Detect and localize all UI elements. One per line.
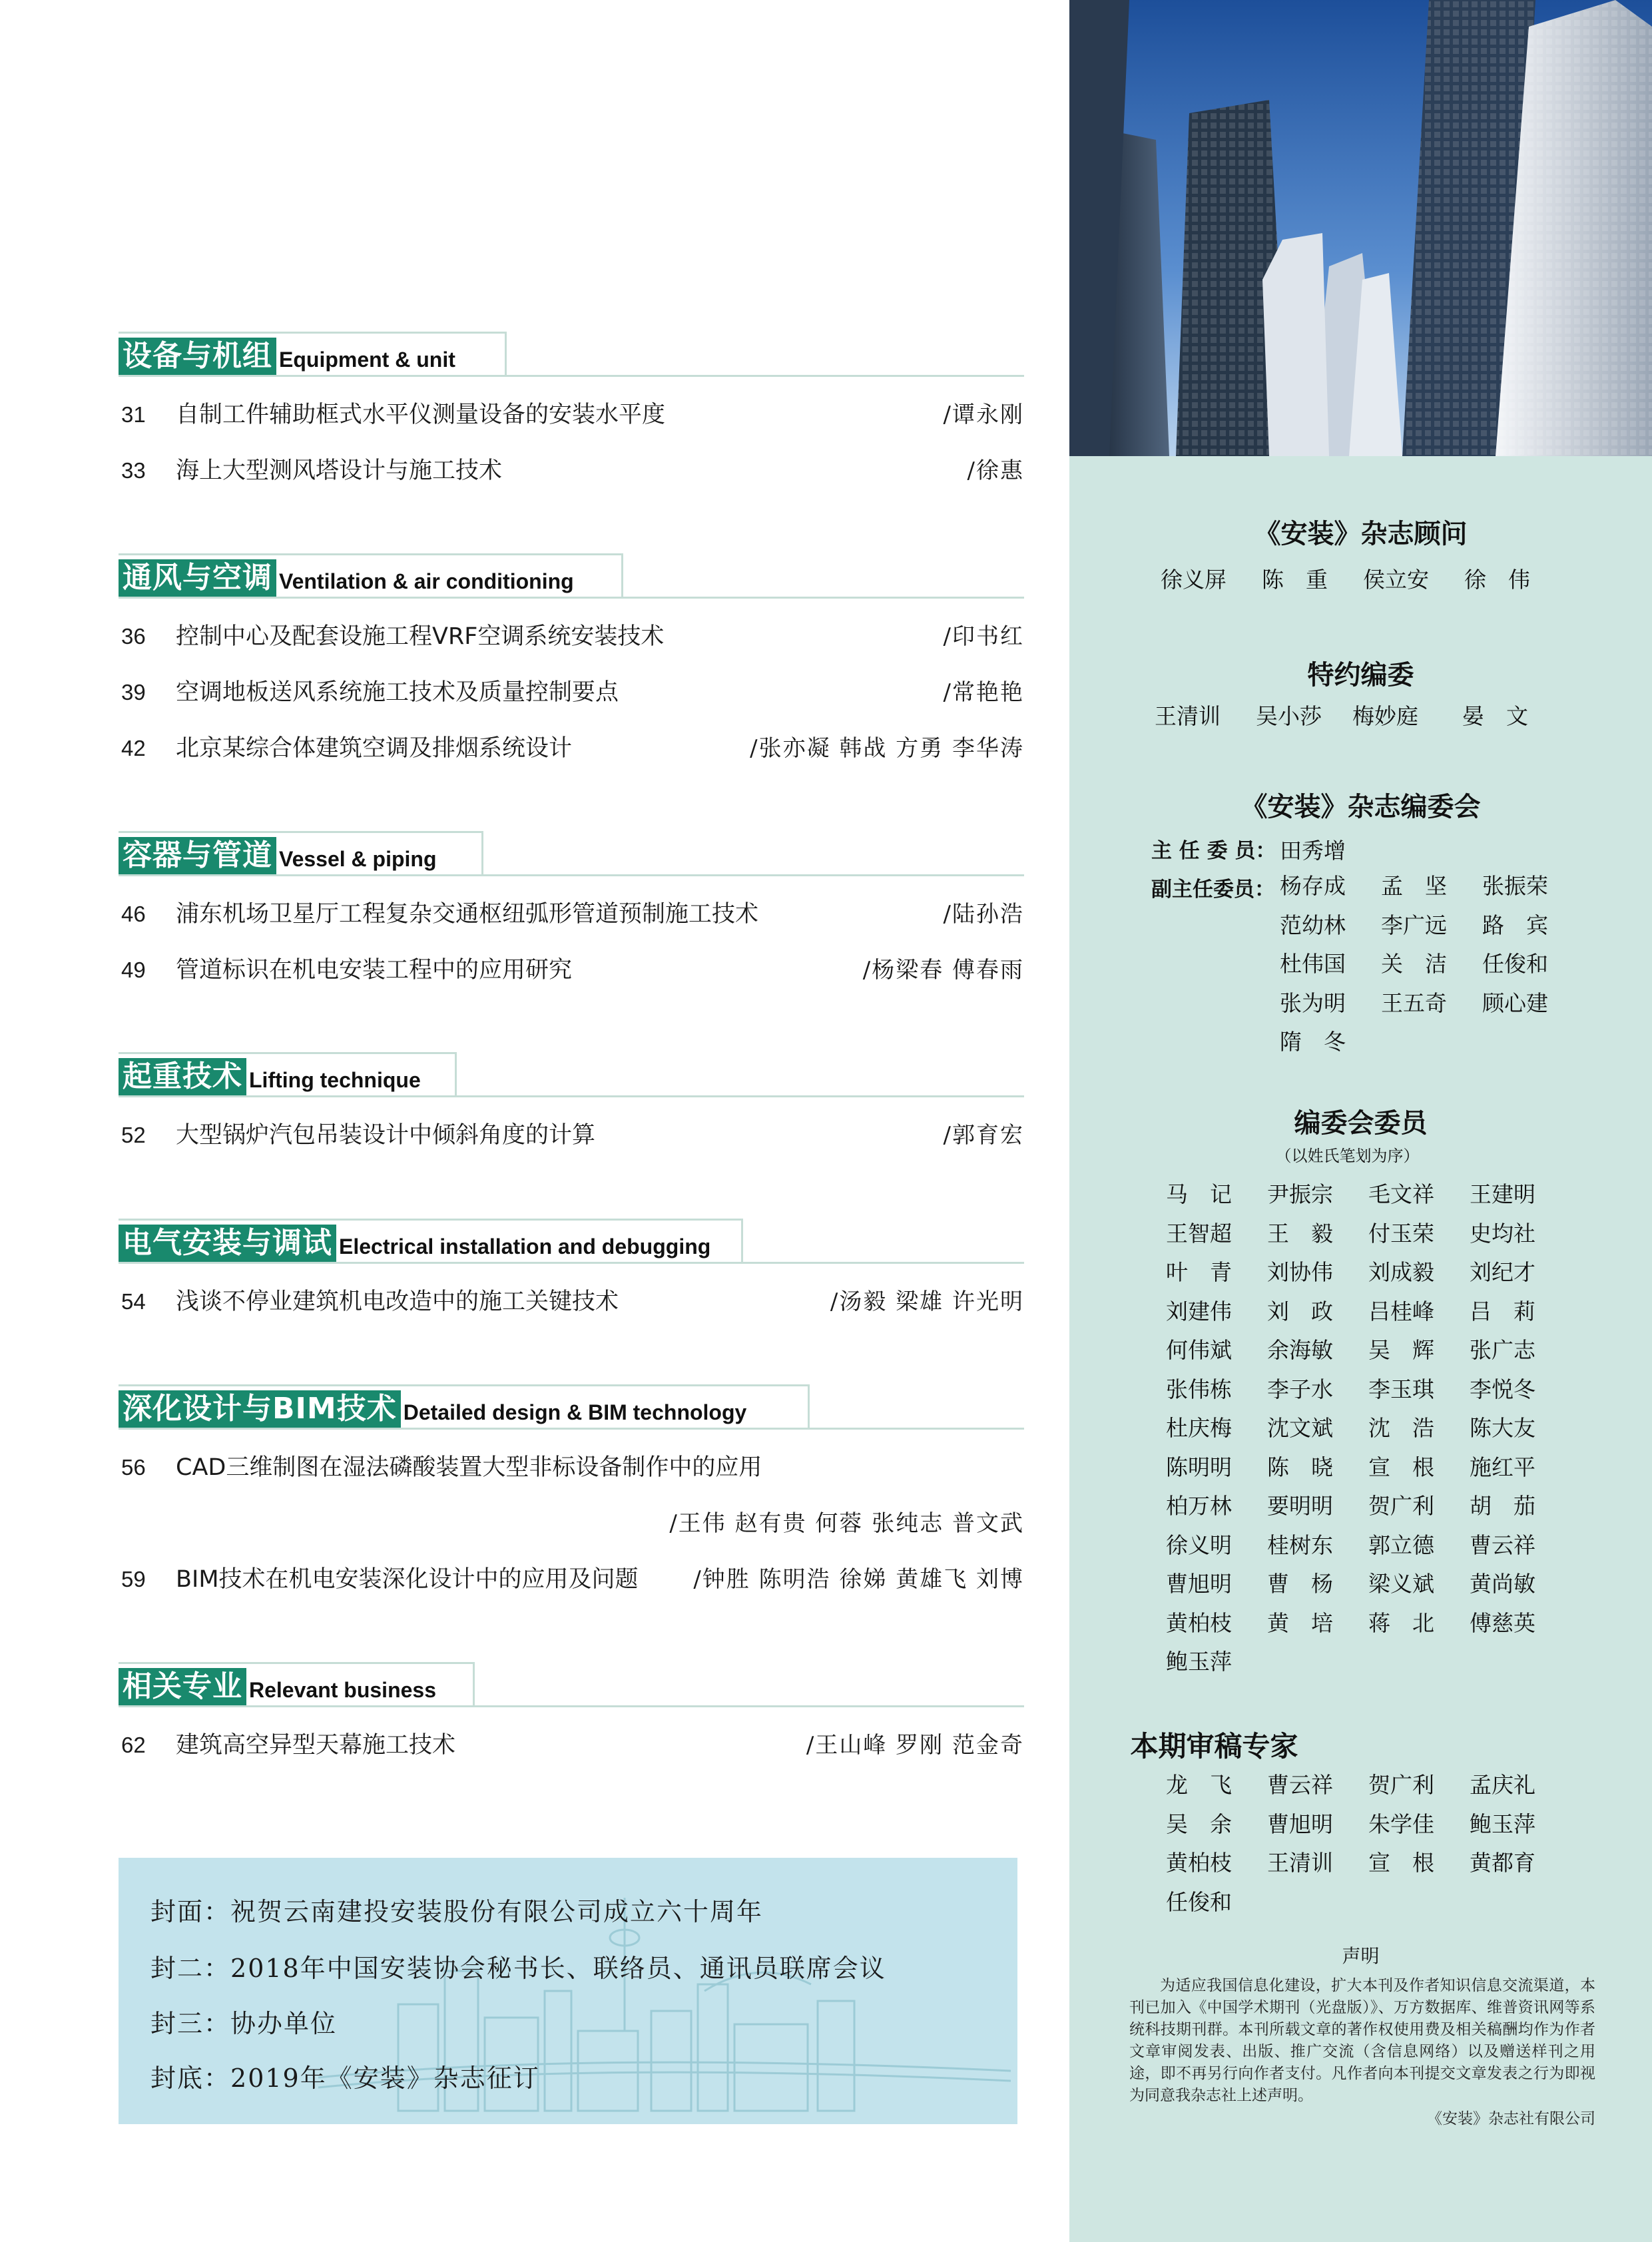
statement-signature: 《安装》杂志社有限公司 [1427,2110,1595,2127]
board-member-name: 徐义明 [1166,1532,1232,1558]
entry-page: 46 [121,902,146,926]
section-rule [119,1095,1024,1097]
entry-list [119,1107,1024,1163]
toc-entry[interactable] [119,1551,1024,1607]
name-row [1280,945,1583,984]
section-rule [119,874,1024,876]
board-member-name: 曹旭明 [1166,1571,1232,1597]
section-header [119,1384,1024,1430]
section-title-en: Detailed design & BIM technology [403,1400,747,1424]
reviewer-name: 孟庆礼 [1470,1772,1535,1798]
entry-author: /王伟 赵有贵 何蓉 张纯志 普文武 [669,1510,1024,1537]
board-member-name: 黄尚敏 [1470,1571,1535,1597]
board-member-name: 刘 政 [1267,1298,1333,1324]
toc-entry[interactable] [119,609,1024,665]
name-row [1280,906,1583,946]
board-member-name: 陈明明 [1166,1454,1232,1480]
cover-line-text: 2019年《安装》杂志征订 [230,2064,540,2093]
section-title-en: Vessel & piping [279,847,437,871]
toc-entry[interactable] [119,1440,1024,1496]
section-title-en: Relevant business [249,1678,436,1702]
vice-director-name: 杨存成 [1280,873,1346,899]
name-row [1166,1292,1571,1332]
entry-title: 管道标识在机电安装工程中的应用研究 [176,957,573,983]
entry-page: 54 [121,1289,146,1314]
special-editor-name: 王清训 [1155,703,1221,729]
name-row [1166,1175,1571,1215]
section-title-cn: 电气安装与调试 [119,1225,336,1263]
entry-title: 浅谈不停业建筑机电改造中的施工关键技术 [176,1288,619,1315]
name-row [1166,1253,1571,1292]
section-header-box [119,1384,810,1429]
name-row [1280,867,1583,906]
board-member-name: 柏万林 [1166,1493,1232,1519]
vice-director-name: 隋 冬 [1280,1029,1346,1055]
name-row [1166,1331,1571,1370]
board-member-name: 胡 茄 [1470,1493,1535,1519]
editorial-board-title: 《安装》杂志编委会 [1240,792,1481,822]
cover-line-text: 2018年中国安装协会秘书长、联络员、通讯员联席会议 [230,1954,886,1983]
board-member-name: 刘协伟 [1267,1259,1333,1285]
name-row [1166,1215,1571,1254]
advisor-name: 陈 重 [1262,567,1328,593]
toc-entry[interactable] [119,1496,1024,1551]
entry-page: 36 [121,624,146,649]
entry-author: /郭育宏 [943,1122,1024,1149]
entry-author: /钟胜 陈明浩 徐娣 黄雄飞 刘博 [693,1566,1024,1593]
section-rule [119,1262,1024,1264]
board-member-name: 蒋 北 [1368,1609,1434,1636]
board-member-name: 贺广利 [1368,1493,1434,1519]
section-header [119,1052,1024,1097]
name-row [1166,1565,1571,1604]
reviewer-name: 任俊和 [1166,1888,1232,1915]
vice-director-name: 范幼林 [1280,912,1346,938]
cover-line [150,2003,337,2040]
cover-line-text: 祝贺云南建投安装股份有限公司成立六十周年 [230,1897,764,1926]
reviewer-name: 龙 飞 [1166,1772,1232,1798]
name-row [1166,1805,1571,1844]
reviewer-name: 朱学佳 [1368,1811,1434,1837]
reviewers-grid [1166,1766,1571,1922]
board-member-name: 鲍玉萍 [1166,1649,1232,1675]
entry-author: /汤毅 梁雄 许光明 [830,1288,1024,1315]
entry-author: /张亦凝 韩战 方勇 李华涛 [750,735,1024,762]
section-header-box [119,831,483,876]
toc-entry[interactable] [119,1274,1024,1330]
board-member-name: 曹云祥 [1470,1532,1535,1558]
section-title-en: Equipment & unit [279,348,455,372]
toc-section [119,1219,1024,1330]
entry-author: /陆孙浩 [943,901,1024,928]
board-member-name: 郭立德 [1368,1532,1434,1558]
board-member-name: 李玉琪 [1368,1376,1434,1402]
board-member-name: 沈 浩 [1368,1415,1434,1441]
section-header-box [119,553,623,598]
entry-page: 49 [121,958,146,982]
editorial-sidebar [1069,0,1652,2242]
board-member-name: 陈大友 [1470,1415,1535,1441]
advisor-name: 徐义屏 [1161,567,1227,593]
vice-director-label: 副主任委员： [1151,878,1275,902]
entry-author: /常艳艳 [943,679,1024,706]
entry-title: 浦东机场卫星厅工程复杂交通枢纽弧形管道预制施工技术 [176,901,759,928]
reviewer-name: 曹云祥 [1267,1772,1333,1798]
vice-director-grid [1280,867,1583,1062]
board-member-name: 杜庆梅 [1166,1415,1232,1441]
board-member-name: 张广志 [1470,1337,1535,1363]
board-member-name: 黄 培 [1267,1609,1333,1636]
advisors-list [1161,563,1530,594]
vice-director-name: 任俊和 [1482,951,1548,977]
section-header [119,1219,1024,1264]
vice-director-name: 王五奇 [1381,989,1447,1016]
board-member-name: 张伟栋 [1166,1376,1232,1402]
cover-line-label: 封二： [150,1954,231,1983]
section-header [119,831,1024,876]
section-header [119,553,1024,599]
toc-section [119,1052,1024,1163]
entry-page: 31 [121,402,146,427]
reviewer-name: 吴 余 [1166,1811,1232,1837]
advisors-title: 《安装》杂志顾问 [1254,519,1468,549]
section-title-en: Electrical installation and debugging [339,1235,711,1259]
entry-author: /王山峰 罗刚 范金奇 [806,1732,1024,1759]
section-header-box [119,332,507,376]
cover-line-text: 协办单位 [230,2009,338,2038]
entry-title: 控制中心及配套设施工程VRF空调系统安装技术 [176,623,665,650]
entry-title: 北京某综合体建筑空调及排烟系统设计 [176,735,573,762]
entry-author: /杨梁春 傅春雨 [862,957,1024,983]
reviewer-name: 曹旭明 [1267,1811,1333,1837]
board-member-name: 刘纪才 [1470,1259,1535,1285]
entry-page: 39 [121,680,146,704]
cover-line-label: 封底： [150,2064,231,2093]
board-member-name: 毛文祥 [1368,1181,1434,1207]
entry-author: /徐惠 [967,457,1024,484]
vice-director-name: 关 洁 [1381,951,1447,977]
toc-entry[interactable] [119,942,1024,998]
board-member-name: 付玉荣 [1368,1220,1434,1247]
special-editor-name: 梅妙庭 [1352,703,1418,729]
cover-line [150,2058,540,2094]
section-title-cn: 起重技术 [119,1058,246,1097]
reviewers-title: 本期审稿专家 [1130,1730,1298,1763]
section-title-cn: 深化设计与BIM技术 [119,1390,401,1429]
section-title-cn: 容器与管道 [119,837,276,876]
name-row [1166,1409,1571,1448]
toc-entry[interactable] [119,720,1024,776]
section-rule [119,597,1024,599]
section-header [119,1662,1024,1707]
entry-list [119,1440,1024,1607]
entry-page: 52 [121,1123,146,1147]
vice-director-name: 顾心建 [1482,989,1548,1016]
entry-page: 62 [121,1733,146,1757]
board-member-name: 王建明 [1470,1181,1535,1207]
section-header-box [119,1052,457,1097]
section-rule [119,375,1024,377]
board-member-name: 桂树东 [1267,1532,1333,1558]
vice-director-name: 李广远 [1381,912,1447,938]
cover-line-label: 封三： [150,2009,231,2038]
board-member-name: 陈 晓 [1267,1454,1333,1480]
special-editor-name: 吴小莎 [1256,703,1322,729]
advisor-name: 徐 伟 [1464,567,1530,593]
reviewer-name: 宣 根 [1368,1850,1434,1876]
name-row [1166,1448,1571,1488]
cover-line-label: 封面： [150,1897,231,1926]
entry-list [119,1717,1024,1773]
board-member-name: 施红平 [1470,1454,1535,1480]
section-title-en: Lifting technique [249,1068,421,1092]
name-row [1166,1643,1571,1682]
director-label: 主 任 委 员： [1151,839,1276,863]
board-member-name: 何伟斌 [1166,1337,1232,1363]
board-members-note: （以姓氏笔划为序） [1275,1147,1420,1165]
vice-director-name: 张为明 [1280,989,1346,1016]
board-member-name: 马 记 [1166,1181,1232,1207]
cover-line [150,1891,763,1928]
vice-director-name: 杜伟国 [1280,951,1346,977]
board-members-grid [1166,1175,1571,1682]
board-member-name: 吴 辉 [1368,1337,1434,1363]
board-member-name: 傅慈英 [1470,1609,1535,1636]
section-title-en: Ventilation & air conditioning [279,569,574,593]
toc-section [119,332,1024,499]
toc-entry[interactable] [119,1107,1024,1163]
board-member-name: 王智超 [1166,1220,1232,1247]
board-member-name: 王 毅 [1267,1220,1333,1247]
advisor-name: 侯立安 [1363,567,1429,593]
board-members-title: 编委会委员 [1294,1108,1428,1139]
board-member-name: 刘成毅 [1368,1259,1434,1285]
statement-title: 声明 [1342,1945,1380,1967]
reviewer-name: 王清训 [1267,1850,1333,1876]
toc-section [119,553,1024,776]
toc-entry[interactable] [119,443,1024,499]
name-row [1280,1023,1583,1062]
board-member-name: 要明明 [1267,1493,1333,1519]
statement-body [1129,1975,1595,2130]
board-member-name: 李子水 [1267,1376,1333,1402]
name-row [1166,1370,1571,1410]
entry-title: 自制工件辅助框式水平仪测量设备的安装水平度 [176,402,666,428]
name-row [1166,1844,1571,1883]
toc-section [119,1662,1024,1773]
entry-title: BIM技术在机电安装深化设计中的应用及问题 [176,1566,639,1593]
entry-page: 56 [121,1455,146,1480]
special-editors-title: 特约编委 [1307,660,1414,691]
board-member-name: 黄柏枝 [1166,1609,1232,1636]
entry-title: CAD三维制图在湿法磷酸装置大型非标设备制作中的应用 [176,1454,762,1481]
reviewer-name: 贺广利 [1368,1772,1434,1798]
toc-entry[interactable] [119,886,1024,942]
board-member-name: 宣 根 [1368,1454,1434,1480]
name-row [1166,1766,1571,1805]
cover-notes-box [119,1858,1017,2124]
entry-list [119,387,1024,499]
section-title-cn: 设备与机组 [119,338,276,376]
entry-list [119,1274,1024,1330]
entry-page: 33 [121,458,146,483]
vice-director-name: 路 宾 [1482,912,1548,938]
cover-line [150,1948,886,1984]
reviewer-name: 黄柏枝 [1166,1850,1232,1876]
vice-director-name: 孟 坚 [1381,873,1447,899]
toc-entry[interactable] [119,1717,1024,1773]
section-title-cn: 相关专业 [119,1668,246,1707]
name-row [1166,1526,1571,1565]
board-member-name: 吕 莉 [1470,1298,1535,1324]
entry-author: /印书红 [943,623,1024,650]
section-title-cn: 通风与空调 [119,559,276,598]
name-row [1166,1883,1571,1922]
reviewer-name: 鲍玉萍 [1470,1811,1535,1837]
toc-entry[interactable] [119,665,1024,720]
director-name: 田秀增 [1280,838,1346,864]
toc-section [119,831,1024,998]
board-member-name: 吕桂峰 [1368,1298,1434,1324]
reviewer-name: 黄都育 [1470,1850,1535,1876]
toc-entry[interactable] [119,387,1024,443]
entry-author: /谭永刚 [943,402,1024,428]
entry-title: 空调地板送风系统施工技术及质量控制要点 [176,679,619,706]
section-rule [119,1705,1024,1707]
vice-director-name: 张振荣 [1482,873,1548,899]
entry-title: 建筑高空异型天幕施工技术 [176,1732,456,1759]
section-header-box [119,1662,475,1707]
board-member-name: 李悦冬 [1470,1376,1535,1402]
section-header [119,332,1024,377]
board-member-name: 尹振宗 [1267,1181,1333,1207]
section-header-box [119,1219,743,1263]
entry-page: 42 [121,736,146,760]
board-member-name: 刘建伟 [1166,1298,1232,1324]
board-member-name: 余海敏 [1267,1337,1333,1363]
entry-list [119,886,1024,998]
name-row [1166,1604,1571,1643]
board-member-name: 曹 杨 [1267,1571,1333,1597]
name-row [1280,984,1583,1023]
board-member-name: 沈文斌 [1267,1415,1333,1441]
entry-title: 大型锅炉汽包吊装设计中倾斜角度的计算 [176,1122,596,1149]
board-member-name: 史均社 [1470,1220,1535,1247]
special-editors-list [1155,699,1528,730]
skyscraper-photo [1069,0,1652,456]
entry-page: 59 [121,1567,146,1591]
toc-section [119,1384,1024,1607]
special-editor-name: 晏 文 [1462,703,1528,729]
board-member-name: 叶 青 [1166,1259,1232,1285]
entry-list [119,609,1024,776]
section-rule [119,1428,1024,1430]
name-row [1166,1487,1571,1526]
statement-text: 为适应我国信息化建设，扩大本刊及作者知识信息交流渠道，本刊已加入《中国学术期刊（光盘版）》、万方数据库、维普资讯网等系统科技期刊群。本刊所载文章的著作权使用费及相关稿酬均作为作者文章审阅发表、出版、推广交流（含信息网络）以及赠送样刊之用途，即不再另行向作者支付。凡作者向本刊提交文章发表之行为即视为同意我杂志社上述声明。 [1129,1977,1595,2104]
board-member-name: 梁义斌 [1368,1571,1434,1597]
entry-title: 海上大型测风塔设计与施工技术 [176,457,503,484]
